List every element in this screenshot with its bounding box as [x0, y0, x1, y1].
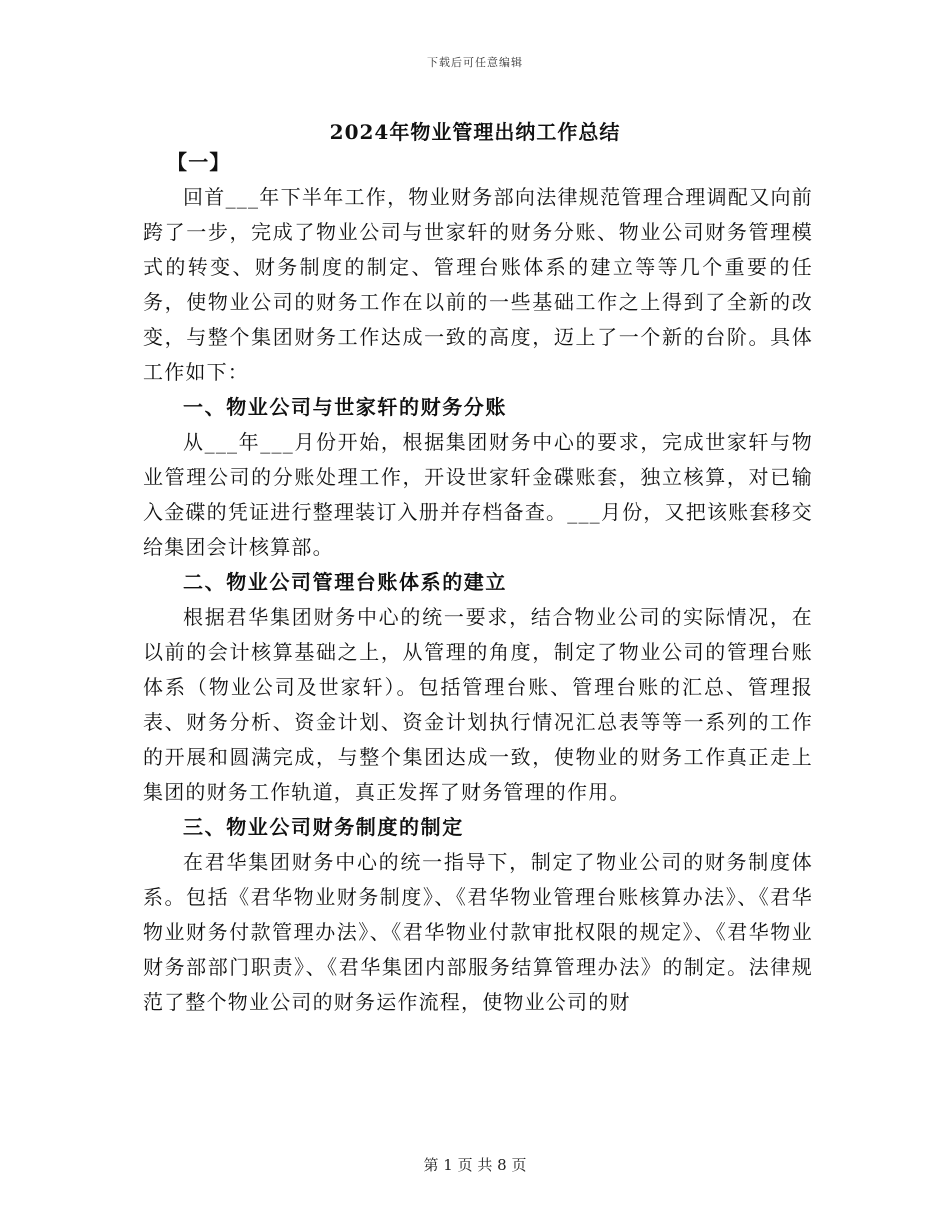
heading-section-3: 三、物业公司财务制度的制定	[183, 815, 464, 839]
document-body	[143, 145, 813, 1020]
paragraph-section-3: 在君华集团财务中心的统一指导下，制定了物业公司的财务制度体系。包括《君华物业财务制度》、《君华物业管理台账核算办法》、《君华物业财务付款管理办法》、《君华物业付款审批权限的规定》、《君华物业财务部部门职责》、《君华集团内部服务结算管理办法》的制定。法律规范了整个物业公司的财务运作流程，使物业公司的财	[143, 850, 813, 1014]
heading-section-1: 一、物业公司与世家轩的财务分账	[183, 395, 507, 419]
header-note: 下载后可任意编辑	[427, 56, 523, 69]
paragraph-section-2: 根据君华集团财务中心的统一要求，结合物业公司的实际情况，在以前的会计核算基础之上，从管理的角度，制定了物业公司的管理台账体系（物业公司及世家轩）。包括管理台账、管理台账的汇总、管理报表、财务分析、资金计划、资金计划执行情况汇总表等等一系列的工作的开展和圆满完成，与整个集团达成一致，使物业的财务工作真正走上集团的财务工作轨道，真正发挥了财务管理的作用。	[143, 605, 813, 804]
section-marker: 【一】	[167, 150, 231, 174]
document-title: 2024年物业管理出纳工作总结	[329, 120, 621, 144]
page-footer: 第 1 页 共 8 页	[423, 1156, 527, 1174]
paragraph-section-1: 从___年___月份开始，根据集团财务中心的要求，完成世家轩与物业管理公司的分账处理工作，开设世家轩金碟账套，独立核算，对已输入金碟的凭证进行整理装订入册并存档备查。___月份，又把该账套移交给集团会计核算部。	[143, 430, 813, 559]
paragraph-intro: 回首___年下半年工作，物业财务部向法律规范管理合理调配又向前跨了一步，完成了物业公司与世家轩的财务分账、物业公司财务管理模式的转变、财务制度的制定、管理台账体系的建立等等几个重要的任务，使物业公司的财务工作在以前的一些基础工作之上得到了全新的改变，与整个集团财务工作达成一致的高度，迈上了一个新的台阶。具体工作如下：	[143, 185, 813, 384]
heading-section-2: 二、物业公司管理台账体系的建立	[183, 570, 507, 594]
